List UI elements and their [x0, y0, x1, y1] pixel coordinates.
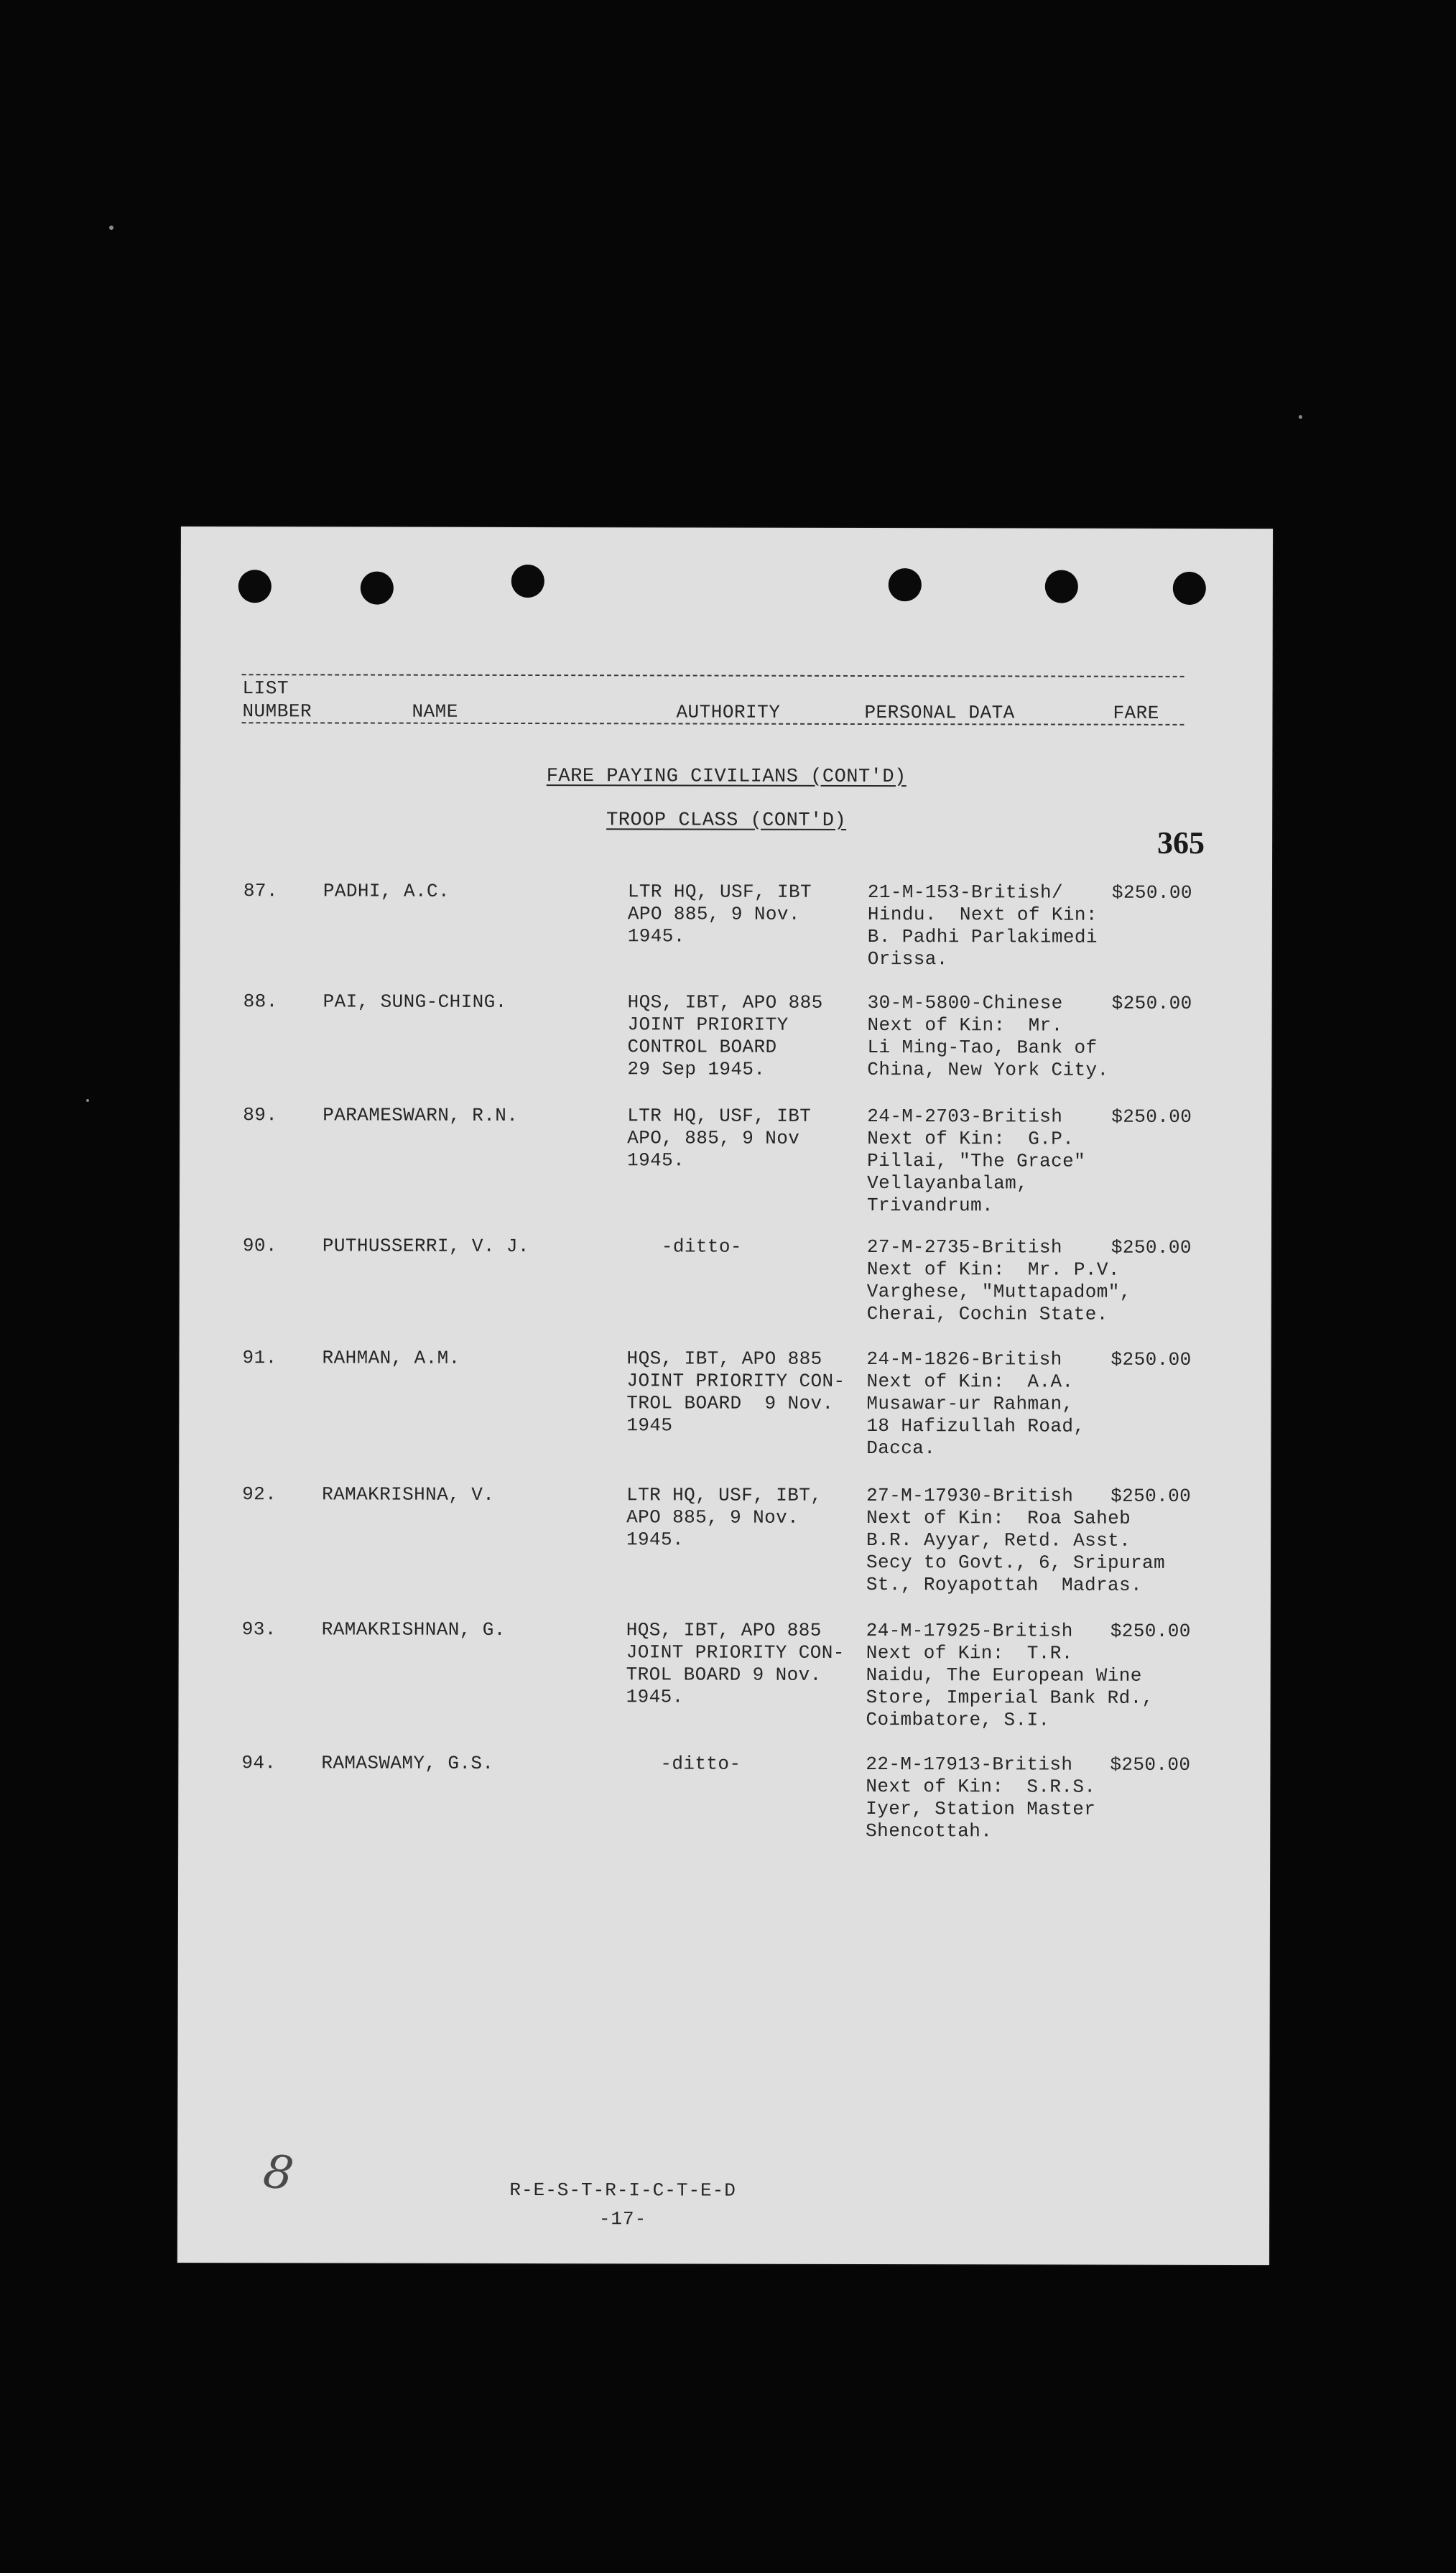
- authority-text: LTR HQ, USF, IBT APO 885, 9 Nov. 1945.: [627, 881, 812, 947]
- passenger-name: PAI, SUNG-CHING.: [323, 991, 507, 1013]
- authority-text: -ditto-: [626, 1235, 742, 1258]
- table-row: [179, 1483, 1271, 1596]
- punch-hole: [1173, 572, 1206, 605]
- punch-hole: [238, 570, 272, 603]
- handwritten-margin-note: 8: [260, 2144, 297, 2202]
- passenger-name: RAMASWAMY, G.S.: [321, 1752, 494, 1774]
- personal-data: 30-M-5800-Chinese Next of Kin: Mr. Li Ming-Tao, Bank of China, New York City.: [867, 992, 1109, 1081]
- authority-text: LTR HQ, USF, IBT, APO 885, 9 Nov. 1945.: [626, 1484, 822, 1551]
- table-row: [180, 880, 1272, 970]
- list-number: 92.: [242, 1483, 277, 1506]
- header-personal-label: PERSONAL DATA: [864, 701, 1015, 724]
- fare-amount: $250.00: [1110, 1348, 1192, 1371]
- fare-amount: $250.00: [1111, 881, 1192, 904]
- fare-amount: $250.00: [1110, 1753, 1191, 1776]
- section-title-text: FARE PAYING CIVILIANS (CONT'D): [546, 766, 906, 789]
- fare-amount: $250.00: [1111, 1105, 1192, 1128]
- personal-data: 24-M-17925-British Next of Kin: T.R. Naidu, The European Wine Store, Imperial Bank Rd., Coimbatore, S.I.: [866, 1620, 1154, 1731]
- authority-text: HQS, IBT, APO 885 JOINT PRIORITY CON- TROL BOARD 9 Nov. 1945.: [626, 1619, 845, 1708]
- fare-amount: $250.00: [1110, 1485, 1192, 1507]
- fare-amount: $250.00: [1111, 992, 1192, 1014]
- passenger-name: PADHI, A.C.: [323, 880, 450, 902]
- list-number: 91.: [242, 1347, 277, 1369]
- stamped-page-number: 365: [1157, 825, 1205, 861]
- fare-amount: $250.00: [1110, 1620, 1191, 1642]
- table-row: [179, 1618, 1271, 1731]
- restricted-marking: R-E-S-T-R-I-C-T-E-D: [509, 2179, 736, 2202]
- list-number: 87.: [243, 880, 278, 902]
- personal-data: 24-M-1826-British Next of Kin: A.A. Musawar-ur Rahman, 18 Hafizullah Road, Dacca.: [866, 1348, 1085, 1460]
- personal-data: 21-M-153-British/ Hindu. Next of Kin: B. Padhi Parlakimedi Orissa.: [867, 881, 1098, 970]
- class-title: [180, 809, 1272, 833]
- header-top-rule: [242, 674, 1184, 677]
- document-page: [177, 527, 1273, 2265]
- header-list-label: LIST: [242, 677, 289, 700]
- page-number: -17-: [598, 2208, 647, 2230]
- personal-data: 27-M-2735-British Next of Kin: Mr. P.V. Varghese, "Muttapadom", Cherai, Cochin State.: [866, 1236, 1131, 1325]
- table-row: [178, 1752, 1270, 1842]
- table-row: [180, 991, 1272, 1081]
- header-fare-label: FARE: [1113, 702, 1159, 724]
- table-row: [180, 1104, 1271, 1217]
- list-number: 94.: [241, 1752, 277, 1774]
- passenger-name: RAMAKRISHNAN, G.: [321, 1618, 506, 1641]
- dust-speck: [1299, 415, 1302, 419]
- list-number: 90.: [242, 1235, 277, 1257]
- header-number-label: NUMBER: [242, 700, 312, 723]
- authority-text: -ditto-: [626, 1753, 741, 1775]
- class-title-text: TROOP CLASS (CONT'D): [606, 810, 847, 832]
- fare-amount: $250.00: [1110, 1236, 1192, 1258]
- header-name-label: NAME: [412, 700, 458, 723]
- personal-data: 22-M-17913-British Next of Kin: S.R.S. Iyer, Station Master Shencottah.: [866, 1753, 1096, 1842]
- punch-hole: [511, 565, 544, 598]
- personal-data: 24-M-2703-British Next of Kin: G.P. Pillai, "The Grace" Vellayanbalam, Trivandrum.: [866, 1105, 1086, 1217]
- authority-text: LTR HQ, USF, IBT APO, 885, 9 Nov 1945.: [627, 1105, 812, 1172]
- personal-data: 27-M-17930-British Next of Kin: Roa Saheb B.R. Ayyar, Retd. Asst. Secy to Govt., 6, Sripuram St., Royapottah Madras.: [866, 1485, 1166, 1596]
- table-row: [180, 1347, 1271, 1460]
- punch-hole: [889, 568, 922, 601]
- table-row: [180, 1235, 1271, 1325]
- header-bottom-rule: [241, 722, 1184, 725]
- authority-text: HQS, IBT, APO 885 JOINT PRIORITY CON- TROL BOARD 9 Nov. 1945: [626, 1348, 845, 1437]
- list-number: 89.: [243, 1104, 278, 1126]
- section-title: [180, 765, 1272, 789]
- list-number: 93.: [241, 1618, 277, 1641]
- passenger-name: RAHMAN, A.M.: [322, 1347, 460, 1369]
- authority-text: HQS, IBT, APO 885 JOINT PRIORITY CONTROL BOARD 29 Sep 1945.: [627, 991, 823, 1080]
- punch-hole: [1045, 570, 1078, 603]
- passenger-name: PARAMESWARN, R.N.: [323, 1104, 519, 1126]
- list-number: 88.: [243, 991, 278, 1013]
- dust-speck: [86, 1099, 89, 1102]
- dust-speck: [109, 226, 113, 230]
- passenger-name: RAMAKRISHNA, V.: [322, 1483, 495, 1506]
- header-authority-label: AUTHORITY: [676, 701, 781, 723]
- punch-hole: [361, 572, 394, 605]
- passenger-name: PUTHUSSERRI, V. J.: [322, 1235, 529, 1258]
